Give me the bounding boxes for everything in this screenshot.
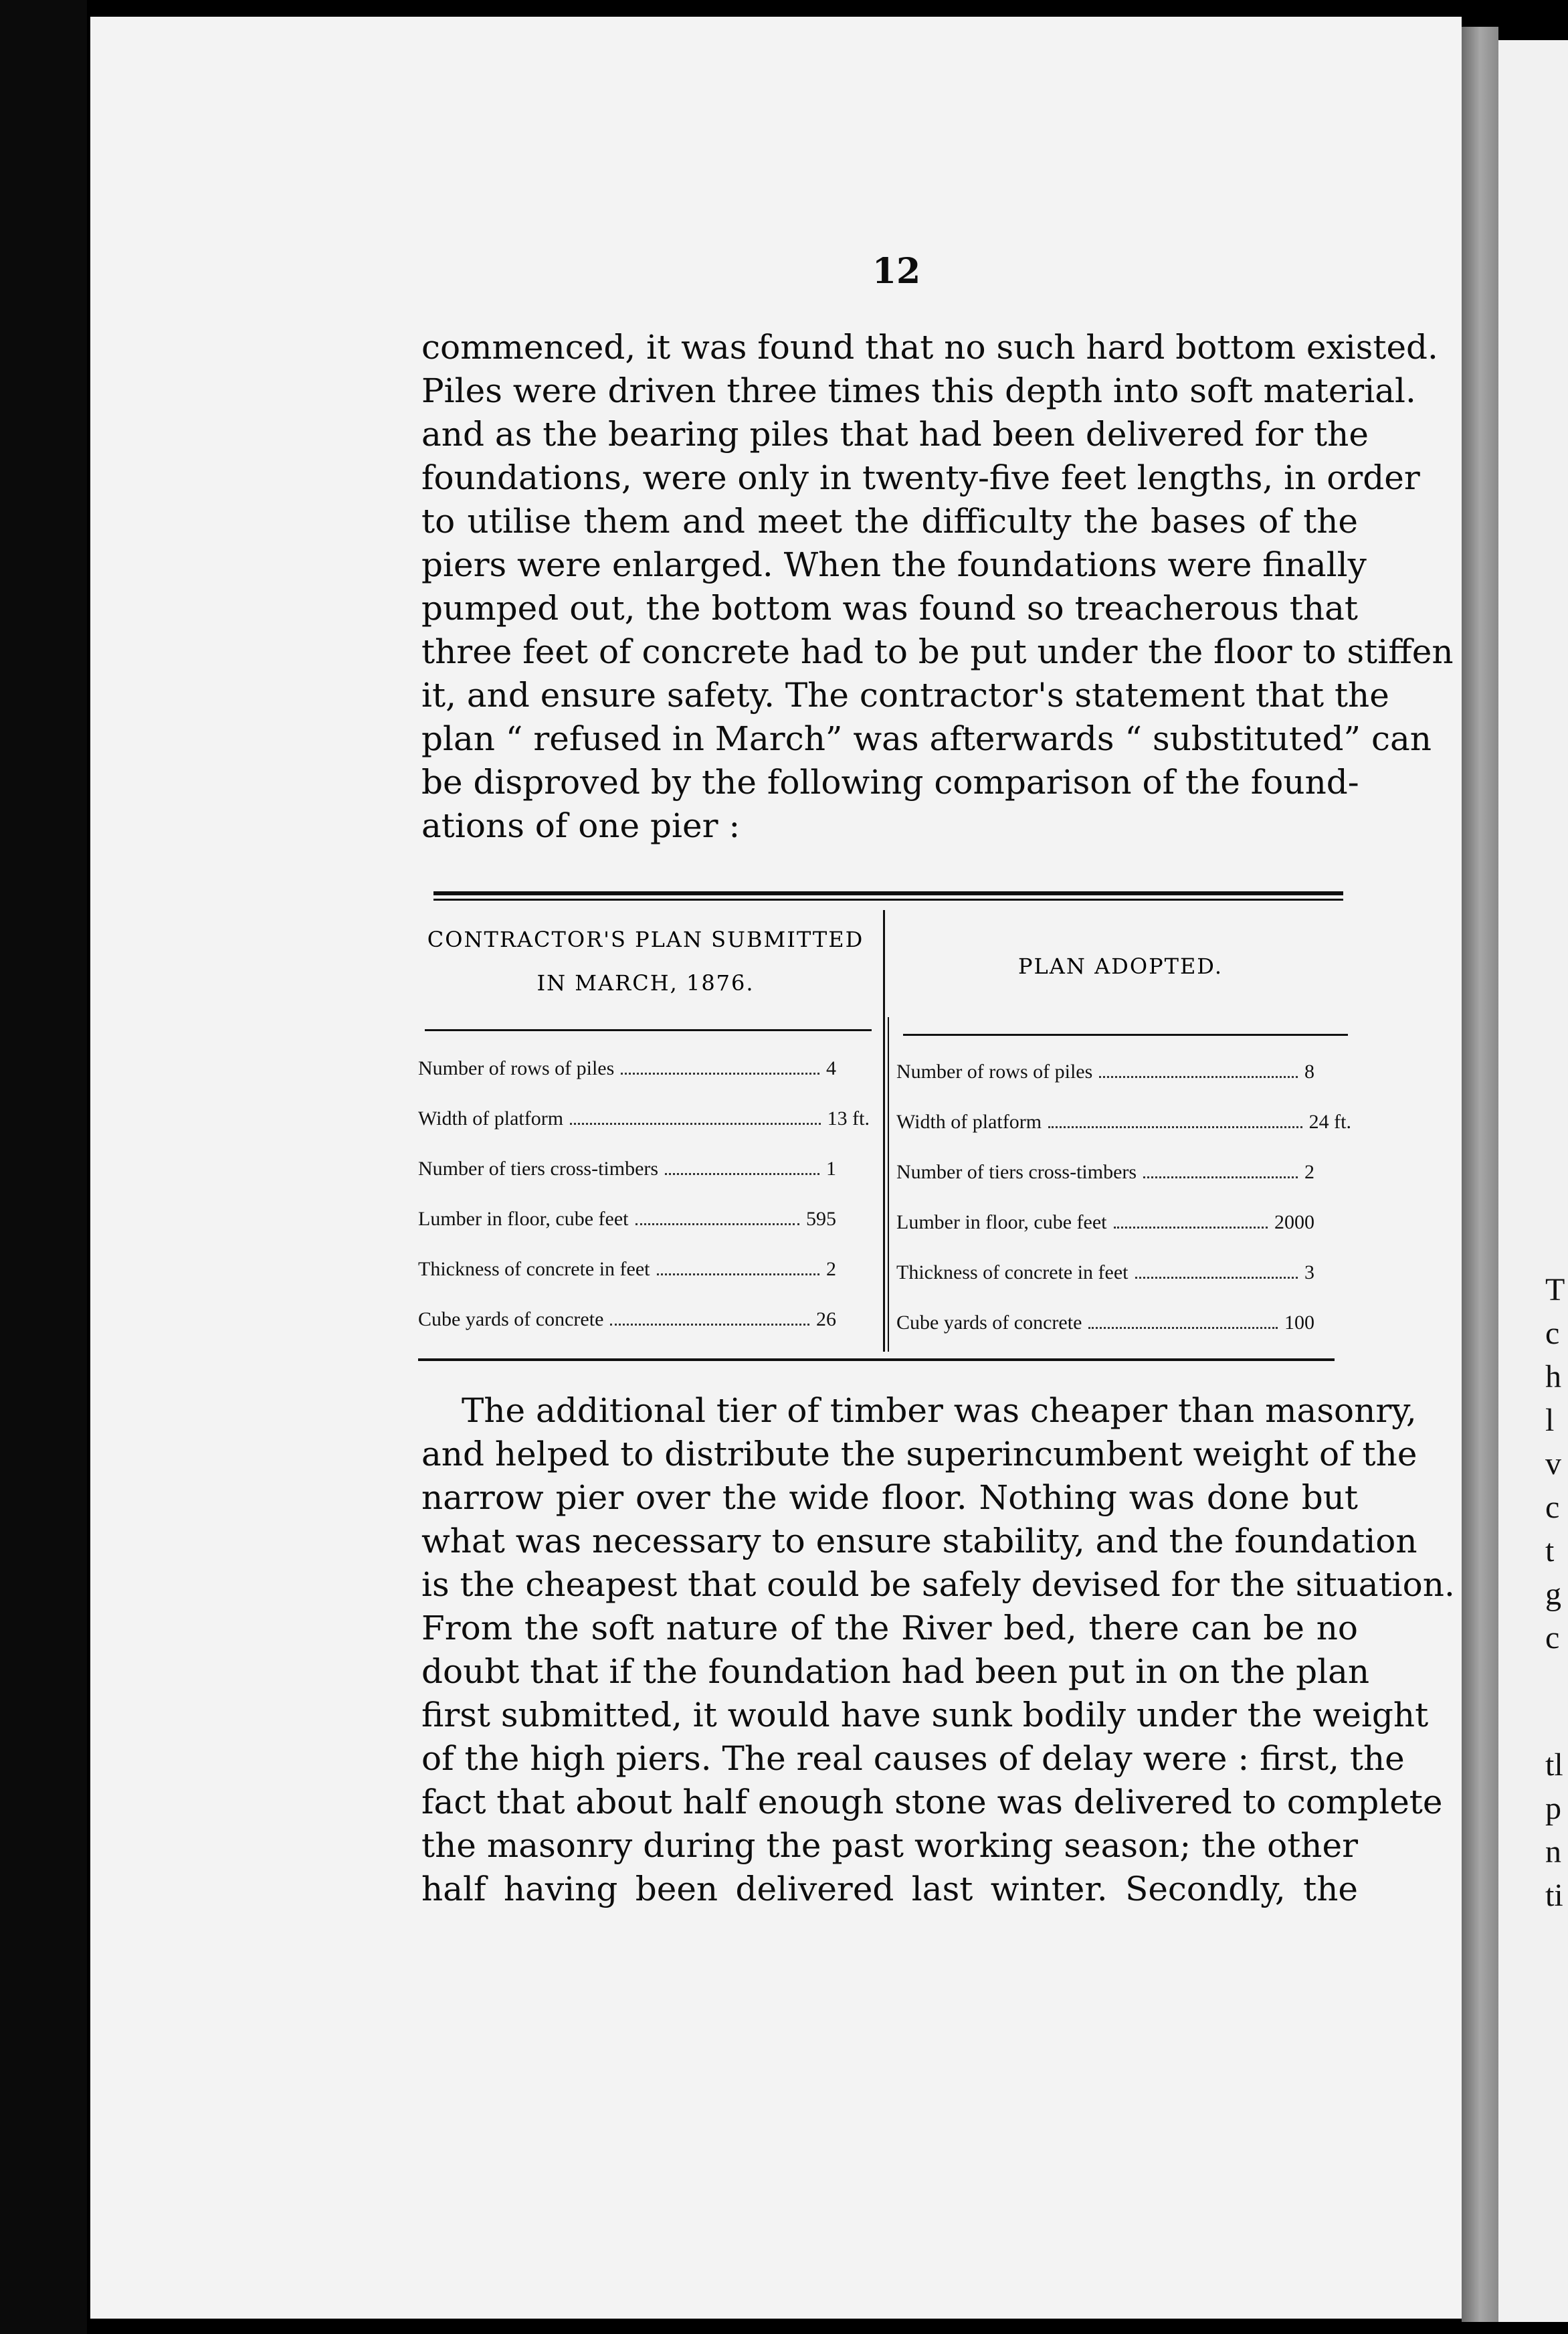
row-label: Lumber in floor, cube feet: [418, 1208, 629, 1230]
next-page-fragment: c: [1545, 1490, 1560, 1525]
leader-dots: [570, 1122, 821, 1125]
next-page-fragment: t: [1545, 1533, 1555, 1568]
text-line: From the soft nature of the River bed, there can be no: [421, 1609, 1358, 1647]
text-line: commenced, it was found that no such hard bottom existed.: [421, 328, 1438, 367]
text-line: it, and ensure safety. The contractor's statement that the: [421, 676, 1389, 715]
next-page-fragment: n: [1545, 1834, 1561, 1870]
row-value: 2: [826, 1258, 836, 1280]
table-row: [418, 1107, 870, 1130]
leader-dots: [657, 1273, 819, 1275]
left-column-heading-line-2: IN MARCH, 1876.: [536, 970, 755, 996]
row-label: Lumber in floor, cube feet: [896, 1211, 1107, 1233]
next-page-fragment: c: [1545, 1316, 1560, 1351]
row-label: Thickness of concrete in feet: [418, 1258, 650, 1280]
paragraph-1: [421, 326, 1454, 848]
leader-dots: [1088, 1326, 1278, 1329]
leader-dots: [1099, 1075, 1298, 1078]
table-row: [896, 1061, 1314, 1083]
left-heading-rule: [425, 1029, 872, 1031]
table-row: [896, 1161, 1314, 1184]
leader-dots: [621, 1072, 819, 1075]
table-row: [896, 1111, 1351, 1134]
table-column-divider: [883, 910, 885, 1352]
table-row: [418, 1158, 836, 1180]
paragraph-2: [421, 1389, 1455, 1911]
text-line: and as the bearing piles that had been delivered for the: [421, 415, 1369, 454]
text-line: be disproved by the following comparison of the found-: [421, 763, 1359, 802]
row-value: 2000: [1274, 1211, 1314, 1233]
text-line: The additional tier of timber was cheaper than masonry,: [462, 1391, 1417, 1430]
table-column-divider-inner: [888, 1017, 889, 1352]
table-row: [418, 1308, 836, 1331]
next-page-fragment: p: [1545, 1791, 1561, 1826]
row-value: 26: [816, 1308, 836, 1330]
next-page-fragment: v: [1545, 1446, 1561, 1482]
table-row: [896, 1312, 1314, 1334]
row-label: Number of tiers cross-timbers: [418, 1158, 659, 1180]
next-page-fragment: l: [1545, 1403, 1555, 1438]
leader-dots: [1048, 1126, 1302, 1128]
text-line: fact that about half enough stone was delivered to complete: [421, 1783, 1443, 1821]
row-label: Number of rows of piles: [896, 1061, 1093, 1083]
text-line: plan “ refused in March” was afterwards “ substituted” can: [421, 719, 1432, 758]
row-value: 3: [1304, 1261, 1314, 1283]
leader-dots: [610, 1323, 809, 1326]
table-row: [418, 1258, 836, 1281]
table-row: [896, 1261, 1314, 1284]
row-label: Number of rows of piles: [418, 1057, 615, 1079]
right-heading-rule: [903, 1034, 1348, 1036]
leader-dots: [1135, 1276, 1298, 1279]
next-page-fragment: g: [1545, 1577, 1561, 1612]
text-line: narrow pier over the wide floor. Nothing was done but: [421, 1478, 1358, 1517]
text-line: Piles were driven three times this depth into soft material.: [421, 371, 1416, 410]
row-value: 8: [1304, 1061, 1314, 1083]
text-line: piers were enlarged. When the foundations were finally: [421, 545, 1367, 584]
text-line: of the high piers. The real causes of delay were : first, the: [421, 1739, 1405, 1778]
table-row: [418, 1208, 836, 1231]
next-page-fragment: ti: [1545, 1878, 1563, 1913]
row-value: 4: [826, 1057, 836, 1079]
leader-dots: [635, 1223, 799, 1225]
row-value: 13 ft.: [827, 1107, 870, 1130]
row-value: 2: [1304, 1161, 1314, 1183]
text-line: half having been delivered last winter. Secondly, the: [421, 1870, 1358, 1908]
row-value: 1: [826, 1158, 836, 1180]
text-line: doubt that if the foundation had been put in on the plan: [421, 1652, 1370, 1691]
text-line: to utilise them and meet the difficulty the bases of the: [421, 502, 1358, 541]
scan-border: [0, 0, 87, 2334]
table-row: [418, 1057, 836, 1080]
row-label: Cube yards of concrete: [896, 1312, 1082, 1334]
text-line: foundations, were only in twenty-five feet lengths, in order: [421, 458, 1420, 497]
leader-dots: [665, 1172, 819, 1175]
page-fold: [1462, 27, 1498, 2322]
table-top-rule-thin: [433, 899, 1343, 901]
text-line: ations of one pier :: [421, 806, 741, 845]
right-column-heading: PLAN ADOPTED.: [1018, 954, 1223, 979]
left-column-heading-line-1: CONTRACTOR'S PLAN SUBMITTED: [427, 927, 864, 952]
text-line: three feet of concrete had to be put under the floor to stiffen: [421, 632, 1454, 671]
next-page-fragment: T: [1545, 1272, 1565, 1308]
row-value: 24 ft.: [1308, 1111, 1351, 1133]
table-row: [896, 1211, 1314, 1234]
row-label: Width of platform: [896, 1111, 1042, 1133]
row-label: Cube yards of concrete: [418, 1308, 604, 1330]
text-line: first submitted, it would have sunk bodily under the weight: [421, 1696, 1429, 1734]
next-page-fragment: c: [1545, 1620, 1560, 1655]
table-bottom-rule: [418, 1358, 1335, 1361]
text-line: is the cheapest that could be safely devised for the situation.: [421, 1565, 1455, 1604]
row-value: 595: [806, 1208, 836, 1230]
text-line: what was necessary to ensure stability, and the foundation: [421, 1522, 1417, 1560]
text-line: pumped out, the bottom was found so treacherous that: [421, 589, 1358, 628]
row-label: Width of platform: [418, 1107, 564, 1130]
leader-dots: [1143, 1176, 1298, 1178]
text-line: the masonry during the past working season; the other: [421, 1826, 1358, 1865]
next-page-edge: [1498, 40, 1568, 2322]
row-label: Number of tiers cross-timbers: [896, 1161, 1137, 1183]
page-number: 12: [872, 251, 921, 292]
table-top-rule: [433, 891, 1343, 895]
row-value: 100: [1284, 1312, 1314, 1334]
next-page-fragment: h: [1545, 1359, 1561, 1395]
text-line: and helped to distribute the superincumbent weight of the: [421, 1435, 1417, 1473]
next-page-fragment: tl: [1545, 1747, 1563, 1783]
leader-dots: [1114, 1226, 1268, 1229]
row-label: Thickness of concrete in feet: [896, 1261, 1129, 1283]
